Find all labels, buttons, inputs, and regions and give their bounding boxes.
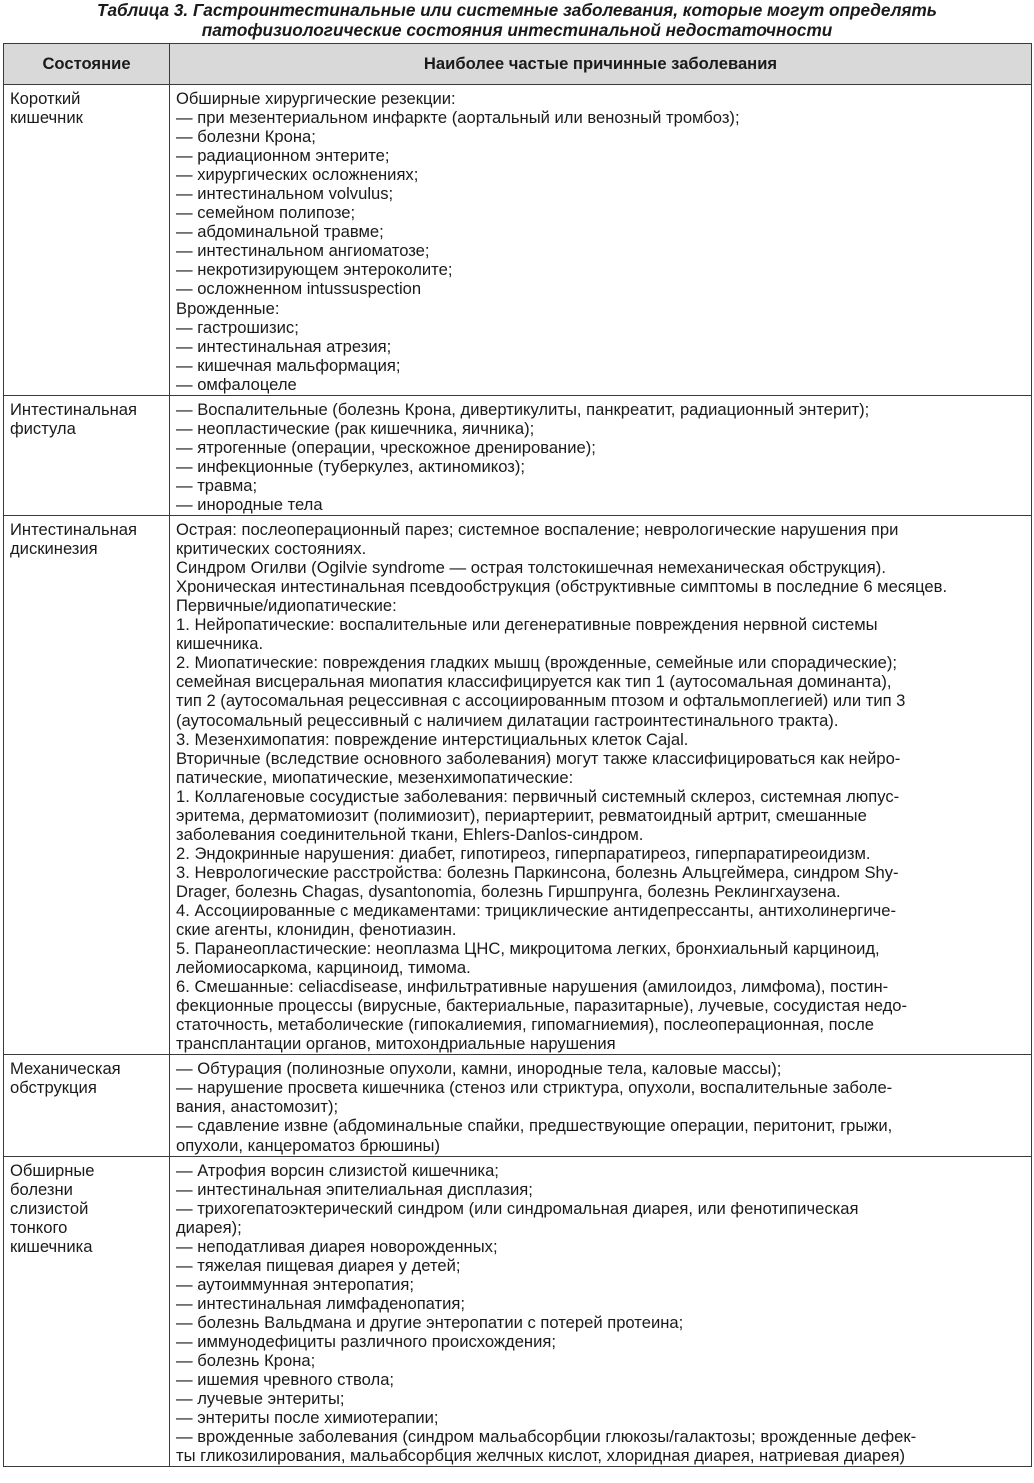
cause-line: — некротизирующем энтероколите;	[176, 260, 453, 280]
cause-line: ты гликозилирования, мальабсорбция желчных кислот, хлоридная диарея, натриевая диарея)	[176, 1446, 906, 1466]
cause-line: патические, миопатические, мезенхимопатические:	[176, 767, 574, 787]
header-causes: Наиболее частые причинные заболевания	[170, 44, 1032, 85]
cause-line: семейная висцеральная миопатия классифицируется как тип 1 (аутосомальная доминанта),	[176, 672, 892, 692]
cause-line: опухоли, канцероматоз брюшины)	[176, 1135, 441, 1155]
cause-line: критических состояниях.	[176, 539, 367, 559]
cause-line: эритема, дерматомиозит (полимиозит), периартериит, ревматоидный артрит, смешанные	[176, 805, 867, 825]
cause-line: Drager, болезнь Chagas, dysantonomia, болезнь Гиршпрунга, болезнь Реклингхаузена.	[176, 881, 841, 901]
cause-line: Врожденные:	[176, 298, 280, 318]
cause-line: — Обтурация (полинозные опухоли, камни, инородные тела, каловые массы);	[176, 1059, 782, 1079]
cause-line: 1. Нейропатические: воспалительные или дегенеративные повреждения нервной системы	[176, 615, 878, 635]
condition-cell	[4, 85, 170, 396]
cause-line: Первичные/идиопатические:	[176, 596, 397, 616]
header-condition: Состояние	[4, 44, 170, 85]
cause-line: кишечника.	[176, 634, 264, 654]
cause-line: — тяжелая пищевая диарея у детей;	[176, 1255, 461, 1275]
causes-cell	[170, 516, 1032, 1055]
table-row	[4, 395, 1032, 515]
cause-line: — сдавление извне (абдоминальные спайки, предшествующие операции, перитонит, грыжи,	[176, 1116, 893, 1136]
cause-line: 1. Коллагеновые сосудистые заболевания: первичный системный склероз, системная люпус-	[176, 786, 900, 806]
cause-line: (аутосомальный рецессивный с наличием дилатации гастроинтестинального тракта).	[176, 710, 839, 730]
table-row	[4, 516, 1032, 1055]
cause-line: 2. Миопатические: повреждения гладких мышц (врожденные, семейные или спорадические);	[176, 653, 897, 673]
cause-line: статочность, метаболические (гипокалиемия, гипомагниемия), послеоперационная, после	[176, 1015, 875, 1035]
table-row	[4, 85, 1032, 396]
cause-line: Острая: послеоперационный парез; системное воспаление; неврологические нарушения при	[176, 520, 899, 540]
cause-line: Синдром Огилви (Ogilvie syndrome — острая толстокишечная немеханическая обструкция).	[176, 558, 886, 578]
cause-line: ские агенты, клонидин, фенотиазин.	[176, 920, 457, 940]
cause-line: — неподатливая диарея новорожденных;	[176, 1236, 498, 1256]
cause-line: Обширные хирургические резекции:	[176, 89, 456, 108]
cause-line: фекционные процессы (вирусные, бактериальные, паразитарные), лучевые, сосудистая недо-	[176, 996, 908, 1016]
condition-line: Интестинальная	[10, 520, 137, 540]
table-row	[4, 1055, 1032, 1156]
condition-line: тонкого	[10, 1217, 68, 1237]
table-row	[4, 1156, 1032, 1467]
condition-line: Механическая	[10, 1059, 121, 1079]
cause-line: — болезни Крона;	[176, 127, 316, 147]
cause-line: 6. Смешанные: celiacdisease, инфильтративные нарушения (амилоидоз, лимфома), постин-	[176, 977, 889, 997]
cause-line: — при мезентериальном инфаркте (аортальный или венозный тромбоз);	[176, 108, 740, 128]
cause-line: — инфекционные (туберкулез, актиномикоз);	[176, 456, 526, 476]
cause-line: — ятрогенные (операции, чрескожное дренирование);	[176, 437, 596, 457]
cause-line: лейомиосаркома, карциноид, тимома.	[176, 958, 471, 978]
condition-line: обструкция	[10, 1078, 97, 1098]
cause-line: — лучевые энтериты;	[176, 1389, 345, 1409]
cause-line: — интестинальном ангиоматозе;	[176, 241, 430, 261]
cause-line: Вторичные (вследствие основного заболевания) могут также классифицироваться как нейро-	[176, 748, 901, 768]
cause-line: — хирургических осложнениях;	[176, 165, 419, 185]
cause-line: — нарушение просвета кишечника (стеноз или стриктура, опухоли, воспалительные заболе-	[176, 1078, 893, 1098]
condition-line: Интестинальная	[10, 399, 137, 419]
cause-line: — энтериты после химиотерапии;	[176, 1408, 439, 1428]
cause-line: 5. Паранеопластические: неоплазма ЦНС, микроцитома легких, бронхиальный карциноид,	[176, 939, 880, 959]
condition-cell	[4, 1055, 170, 1156]
cause-line: — омфалоцеле	[176, 374, 297, 394]
cause-line: — осложненном intussuspection	[176, 279, 422, 299]
condition-cell	[4, 516, 170, 1055]
cause-line: — ишемия чревного ствола;	[176, 1370, 395, 1390]
causes-cell	[170, 85, 1032, 396]
condition-cell	[4, 395, 170, 515]
cause-line: — семейном полипозе;	[176, 203, 356, 223]
cause-line: тип 2 (аутосомальная рецессивная с ассоциированным птозом и офтальмоплегией) или тип 3	[176, 691, 906, 711]
cause-line: — инородные тела	[176, 494, 323, 514]
cause-line: — врожденные заболевания (синдром мальабсорбции глюкозы/галактозы; врожденные дефек-	[176, 1427, 917, 1447]
condition-line: кишечника	[10, 1236, 93, 1256]
condition-line: Короткий	[10, 89, 81, 108]
cause-line: — аутоиммунная энтеропатия;	[176, 1274, 414, 1294]
cause-line: трансплантации органов, митохондриальные нарушения	[176, 1034, 616, 1054]
cause-line: — радиационном энтерите;	[176, 146, 390, 166]
condition-line: фистула	[10, 418, 76, 438]
cause-line: — Атрофия ворсин слизистой кишечника;	[176, 1160, 499, 1180]
header-row	[4, 44, 1032, 85]
cause-line: — иммунодефициты различного происхождения;	[176, 1332, 556, 1351]
causes-cell	[170, 395, 1032, 515]
condition-line: болезни	[10, 1179, 73, 1199]
caption-line-1: Таблица 3. Гастроинтестинальные или системные заболевания, которые могут определять	[97, 0, 937, 20]
cause-line: — неопластические (рак кишечника, яичника);	[176, 418, 535, 438]
diseases-table	[3, 43, 1032, 1467]
condition-line: Обширные	[10, 1160, 95, 1180]
table-body	[4, 85, 1032, 1467]
table-caption	[0, 0, 1034, 40]
cause-line: — кишечная мальформация;	[176, 355, 401, 375]
cause-line: заболевания соединительной ткани, Ehlers-Danlos-синдром.	[176, 824, 644, 844]
cause-line: — травма;	[176, 475, 258, 495]
causes-cell	[170, 1156, 1032, 1467]
cause-line: диарея);	[176, 1217, 242, 1237]
cause-line: — интестинальном volvulus;	[176, 184, 394, 204]
condition-line: слизистой	[10, 1198, 89, 1218]
cause-line: 3. Мезенхимопатия: повреждение интерстициальных клеток Cajal.	[176, 729, 689, 749]
cause-line: вания, анастомозит);	[176, 1097, 339, 1117]
cause-line: Хроническая интестинальная псевдообструкция (обструктивные симптомы в последние 6 месяцев.	[176, 577, 948, 597]
cause-line: — болезнь Крона;	[176, 1351, 316, 1371]
cause-line: — болезнь Вальдмана и другие энтеропатии с потерей протеина;	[176, 1312, 684, 1332]
cause-line: — интестинальная эпителиальная дисплазия;	[176, 1179, 533, 1199]
cause-line: — интестинальная атрезия;	[176, 336, 392, 356]
condition-line: дискинезия	[10, 539, 98, 559]
cause-line: — гастрошизис;	[176, 317, 299, 337]
caption-line-2: патофизиологические состояния интестинальной недостаточности	[201, 20, 833, 40]
condition-line: кишечник	[10, 108, 83, 128]
cause-line: — Воспалительные (болезнь Крона, дивертикулиты, панкреатит, радиационный энтерит);	[176, 399, 870, 419]
cause-line: — трихогепатоэктерический синдром (или синдромальная диарея, или фенотипическая	[176, 1198, 859, 1218]
cause-line: — абдоминальной травме;	[176, 222, 384, 242]
condition-cell	[4, 1156, 170, 1467]
causes-cell	[170, 1055, 1032, 1156]
cause-line: 4. Ассоциированные с медикаментами: трициклические антидепрессанты, антихолинергиче-	[176, 900, 896, 920]
cause-line: 2. Эндокринные нарушения: диабет, гипотиреоз, гиперпаратиреоз, гиперпаратиреоидизм.	[176, 843, 871, 863]
cause-line: — интестинальная лимфаденопатия;	[176, 1293, 466, 1313]
cause-line: 3. Неврологические расстройства: болезнь Паркинсона, болезнь Альцгеймера, синдром Shy-	[176, 862, 899, 882]
